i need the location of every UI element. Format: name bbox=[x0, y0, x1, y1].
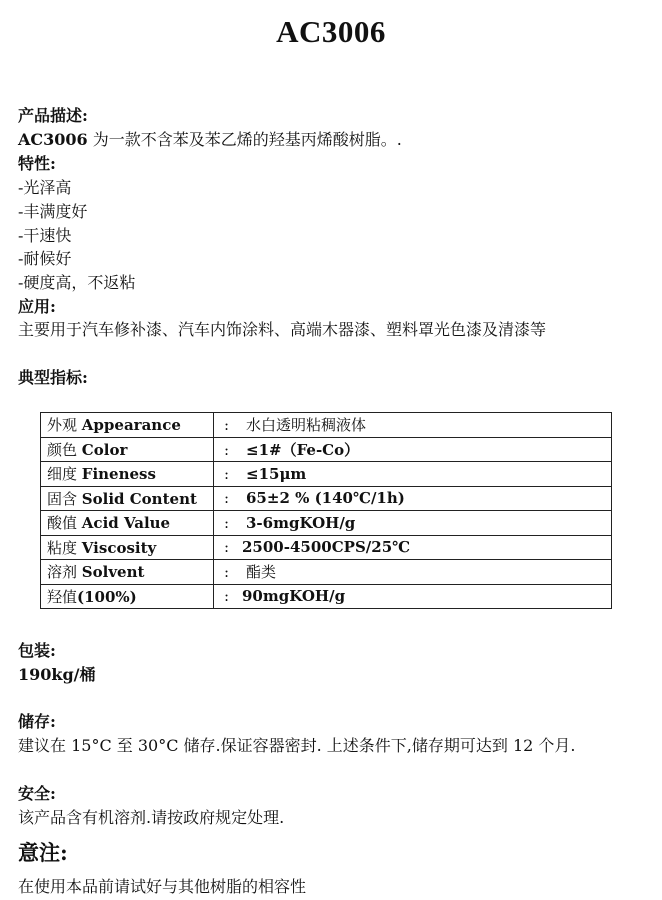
specs-heading: 典型指标: bbox=[18, 368, 88, 387]
table-row bbox=[41, 413, 612, 438]
application-heading: 应用: bbox=[18, 297, 56, 316]
table-row bbox=[41, 535, 612, 560]
spec-label: 羟值(100%) bbox=[41, 584, 214, 609]
notes-text: 在使用本品前请试好与其他树脂的相容性 bbox=[18, 877, 307, 896]
safety-heading: 安全: bbox=[18, 784, 56, 803]
description-text bbox=[18, 130, 402, 150]
spec-label: 粘度 Viscosity bbox=[41, 535, 214, 560]
spec-label: 外观 Appearance bbox=[41, 413, 214, 438]
table-row bbox=[41, 511, 612, 536]
page-title: AC3006 bbox=[276, 14, 386, 49]
safety-text: 该产品含有机溶剂.请按政府规定处理. bbox=[18, 808, 285, 827]
spec-label: 酸值 Acid Value bbox=[41, 511, 214, 536]
storage-heading: 储存: bbox=[18, 712, 56, 731]
spec-label: 细度 Fineness bbox=[41, 462, 214, 487]
packaging-text: 190kg/桶 bbox=[18, 665, 96, 684]
spec-value: : 3-6mgKOH/g bbox=[214, 511, 612, 536]
feature-item: -耐候好 bbox=[18, 249, 72, 268]
storage-text: 建议在 15°C 至 30°C 储存.保证容器密封. 上述条件下,储存期可达到 12 个月. bbox=[18, 736, 576, 755]
table-row bbox=[41, 560, 612, 585]
feature-item: -硬度高，不返粘 bbox=[18, 273, 136, 292]
specs-table bbox=[40, 412, 612, 609]
table-row bbox=[41, 584, 612, 609]
feature-item: -干速快 bbox=[18, 226, 72, 245]
spec-value: : 2500-4500CPS/25℃ bbox=[214, 535, 612, 560]
application-text: 主要用于汽车修补漆、汽车内饰涂料、高端木器漆、塑料罩光色漆及清漆等 bbox=[18, 320, 547, 339]
spec-value: : ≤15μm bbox=[214, 462, 612, 487]
spec-value: : 65±2 % (140℃/1h) bbox=[214, 486, 612, 511]
spec-value: : 酯类 bbox=[214, 560, 612, 585]
spec-value: : ≤1#（Fe-Co） bbox=[214, 437, 612, 462]
notes-heading: 意注: bbox=[18, 840, 68, 865]
spec-value: : 90mgKOH/g bbox=[214, 584, 612, 609]
spec-value: : 水白透明粘稠液体 bbox=[214, 413, 612, 438]
spec-label: 溶剂 Solvent bbox=[41, 560, 214, 585]
table-row bbox=[41, 486, 612, 511]
description-model: AC3006 bbox=[18, 130, 88, 149]
description-heading: 产品描述: bbox=[18, 106, 88, 125]
table-row bbox=[41, 462, 612, 487]
description-rest: 为一款不含苯及苯乙烯的羟基丙烯酸树脂。. bbox=[87, 130, 402, 149]
spec-label: 颜色 Color bbox=[41, 437, 214, 462]
table-row bbox=[41, 437, 612, 462]
spec-label: 固含 Solid Content bbox=[41, 486, 214, 511]
features-heading: 特性: bbox=[18, 154, 56, 173]
packaging-heading: 包装: bbox=[18, 641, 56, 660]
feature-item: -丰满度好 bbox=[18, 202, 88, 221]
feature-item: -光泽高 bbox=[18, 178, 72, 197]
